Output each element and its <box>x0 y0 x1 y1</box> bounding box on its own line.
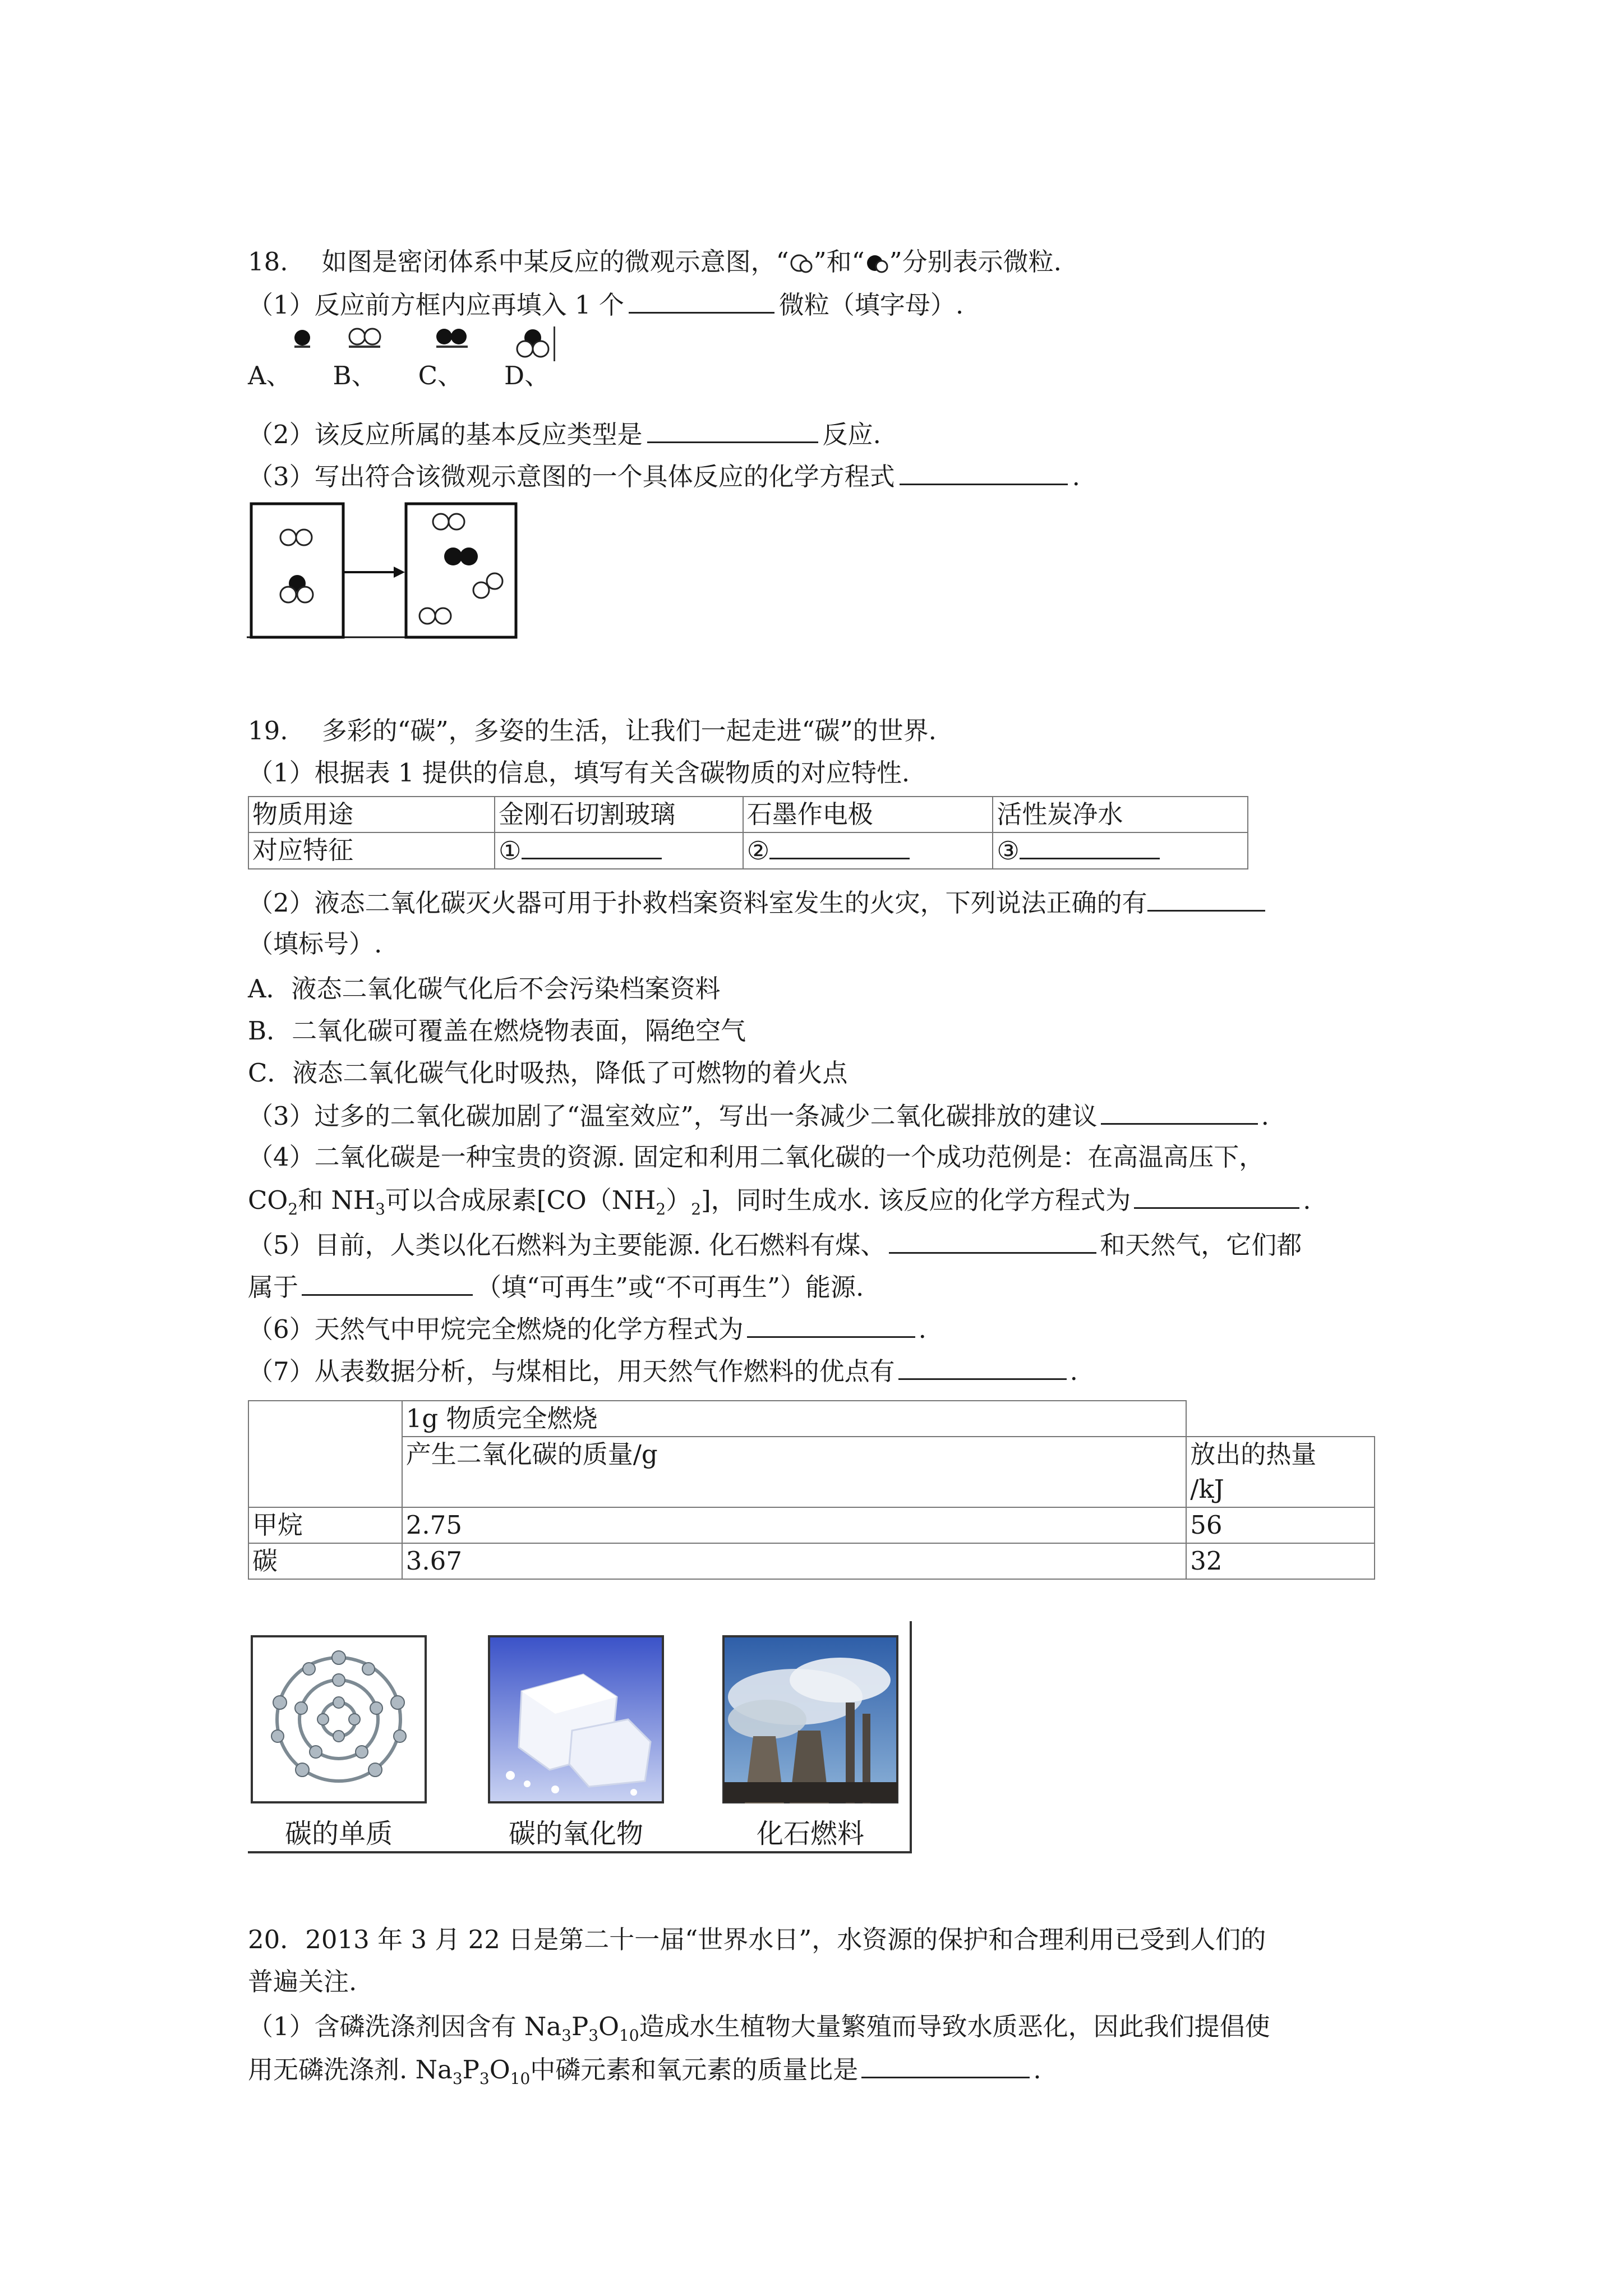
answer-blank[interactable] <box>1147 885 1265 912</box>
q19-part1: （1）根据表 1 提供的信息，填写有关含碳物质的对应特性. <box>248 758 910 788</box>
option-b-particle <box>349 329 380 348</box>
q20-line2: 普遍关注. <box>248 1967 357 1996</box>
caption-fossil-fuel: 化石燃料 <box>756 1818 864 1849</box>
table-cell: 活性炭净水 <box>993 797 1248 832</box>
table-header: 1g 物质完全燃烧 <box>402 1401 1187 1437</box>
caption-carbon-oxide: 碳的氧化物 <box>508 1818 643 1849</box>
option-b[interactable]: B、 <box>333 361 377 390</box>
q20-part1: （1）含磷洗涤剂因含有 $Na_3P_3O_{10}$造成水生植物大量繁殖而导致水质恶化，因此我们提倡使 <box>248 2012 1270 2045</box>
answer-blank[interactable] <box>769 833 910 859</box>
q19-part2: （2）液态二氧化碳灭火器可用于扑救档案资料室发生的火灾，下列说法正确的有 <box>248 885 1265 920</box>
answer-blank[interactable] <box>302 1269 473 1296</box>
dry-ice-image <box>488 1635 664 1803</box>
table-cell: 32 <box>1186 1543 1375 1579</box>
table-cell: ② <box>743 832 993 869</box>
table-cell: 甲烷 <box>248 1507 402 1543</box>
answer-blank[interactable] <box>647 417 818 443</box>
q18-options <box>248 359 591 393</box>
q19-part7: （7）从表数据分析，与煤相比，用天然气作燃料的优点有 . <box>248 1354 1078 1388</box>
q18-part3: （3）写出符合该微观示意图的一个具体反应的化学方程式 . <box>248 459 1080 494</box>
q18-part2: （2）该反应所属的基本反应类型是 反应. <box>248 417 881 452</box>
combustion-table <box>248 1400 1375 1580</box>
table-cell: ① <box>495 832 743 869</box>
q20-part1-cont: 用无磷洗涤剂. $Na_3P_3O_{10}$中磷元素和氧元素的质量比是 . <box>248 2052 1041 2096</box>
answer-blank[interactable] <box>1101 1098 1258 1125</box>
q18-stem: 18. 如图是密闭体系中某反应的微观示意图，“ ”和“ ”分别表示微粒. <box>248 247 1062 277</box>
table-cell: ③ <box>993 832 1248 869</box>
option-c[interactable]: C．液态二氧化碳气化时吸热，降低了可燃物的着火点 <box>248 1058 848 1088</box>
table-row <box>248 797 1248 832</box>
q19-part4-cont: $CO_2$和 $NH_3$可以合成尿素$[CO(NH_2)_2]$，同时生成水. 该反应的化学方程式为 . <box>248 1182 1311 1226</box>
answer-blank[interactable] <box>861 2052 1030 2078</box>
answer-blank[interactable] <box>1134 1182 1299 1209</box>
answer-blank[interactable] <box>629 287 774 314</box>
option-a[interactable]: A．液态二氧化碳气化后不会污染档案资料 <box>248 974 721 1004</box>
q19-part5-cont: 属于 （填“可再生”或“不可再生”）能源. <box>248 1269 864 1304</box>
table-cell: 3.67 <box>402 1543 1187 1579</box>
table-header: 产生二氧化碳的质量/g <box>402 1437 1187 1507</box>
table-row <box>248 1507 1375 1543</box>
table-row <box>248 832 1248 869</box>
table-cell: 物质用途 <box>248 797 495 832</box>
option-d-particle <box>517 326 555 361</box>
q18-part1: （1）反应前方框内应再填入 1 个 微粒（填字母）. <box>248 287 963 322</box>
option-c[interactable]: C、 <box>418 361 463 390</box>
option-a[interactable]: A、 <box>248 361 292 390</box>
q19-part3: （3）过多的二氧化碳加剧了“温室效应”，写出一条减少二氧化碳排放的建议 . <box>248 1098 1269 1133</box>
table-header: 放出的热量 /kJ <box>1186 1437 1375 1507</box>
table-cell: 2.75 <box>402 1507 1187 1543</box>
answer-blank[interactable] <box>900 459 1068 485</box>
caption-carbon-element: 碳的单质 <box>284 1818 393 1849</box>
table-cell: 金刚石切割玻璃 <box>495 797 743 832</box>
table-row <box>248 1437 1375 1507</box>
option-b[interactable]: B．二氧化碳可覆盖在燃烧物表面，隔绝空气 <box>248 1016 746 1046</box>
answer-blank[interactable] <box>1020 833 1160 859</box>
q19-part5: （5）目前，人类以化石燃料为主要能源. 化石燃料有煤、 和天然气，它们都 <box>248 1227 1302 1262</box>
q19-part6: （6）天然气中甲烷完全燃烧的化学方程式为 . <box>248 1312 926 1346</box>
black-particle-icon <box>865 252 889 277</box>
table-cell: 碳 <box>248 1543 402 1579</box>
property-table <box>248 796 1248 869</box>
table-cell: 56 <box>1186 1507 1375 1543</box>
before-box <box>251 504 343 637</box>
table-row <box>248 1401 1375 1437</box>
q19-part2-note: （填标号）. <box>248 929 382 959</box>
answer-blank[interactable] <box>522 833 662 859</box>
q19-part4: （4）二氧化碳是一种宝贵的资源. 固定和利用二氧化碳的一个成功范例是：在高温高压下， <box>248 1142 1265 1172</box>
answer-blank[interactable] <box>898 1354 1067 1380</box>
table-row <box>248 1543 1375 1579</box>
fossil-fuel-image <box>722 1635 898 1803</box>
white-particle-icon <box>789 252 814 277</box>
table-cell <box>248 1401 402 1507</box>
fullerene-image <box>251 1635 427 1803</box>
option-d[interactable]: D、 <box>504 361 550 390</box>
table-cell: 对应特征 <box>248 832 495 869</box>
table-cell: 石墨作电极 <box>743 797 993 832</box>
q19-stem: 19. 多彩的“碳”，多姿的生活，让我们一起走进“碳”的世界. <box>248 716 937 746</box>
option-c-particle <box>436 329 468 348</box>
q19-number: 19. <box>248 716 288 746</box>
q18-number: 18. <box>248 247 288 277</box>
answer-blank[interactable] <box>889 1227 1096 1254</box>
q20-line1: 20．2013 年 3 月 22 日是第二十一届“世界水日”，水资源的保护和合理利用已受到人们的 <box>248 1925 1266 1954</box>
carbon-images-panel <box>248 1621 912 1853</box>
answer-blank[interactable] <box>747 1312 915 1338</box>
option-a-particle <box>294 330 310 348</box>
table-cell <box>1186 1401 1375 1437</box>
reaction-diagram <box>247 499 527 645</box>
